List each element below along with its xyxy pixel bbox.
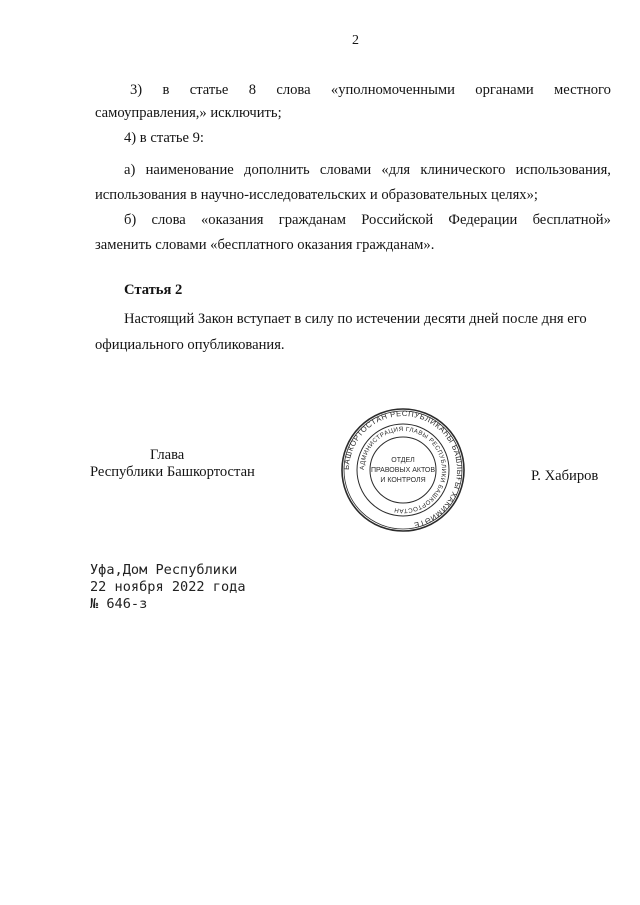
stamp-center-line-1: ОТДЕЛ bbox=[391, 457, 415, 464]
word: словами bbox=[319, 162, 372, 178]
footer-date: 22 ноября 2022 года bbox=[90, 579, 246, 595]
word: использования, bbox=[515, 162, 611, 178]
word: Российской bbox=[361, 212, 434, 228]
official-stamp bbox=[339, 406, 467, 534]
word: дополнить bbox=[244, 162, 310, 178]
item-3-paragraph bbox=[95, 80, 611, 123]
article-2-line-2: официального опубликования. bbox=[95, 337, 285, 353]
article-2-heading: Статья 2 bbox=[124, 282, 183, 298]
word: а) bbox=[124, 162, 136, 178]
item-a-line-1 bbox=[95, 160, 611, 180]
word: местного bbox=[554, 82, 611, 98]
word: б) bbox=[124, 212, 137, 228]
word: 3) bbox=[130, 82, 143, 98]
signature-title-line-1: Глава bbox=[150, 447, 185, 463]
word: «уполномоченными bbox=[330, 82, 455, 98]
item-b-line-2: заменить словами «бесплатного оказания гражданам». bbox=[95, 237, 435, 253]
stamp-center-line-3: И КОНТРОЛЯ bbox=[380, 477, 426, 484]
page-number: 2 bbox=[352, 33, 359, 48]
word: наименование bbox=[145, 162, 234, 178]
item-b-line-1 bbox=[95, 210, 611, 230]
stamp-inner-text: АДМИНИСТРАЦИЯ ГЛАВЫ РЕСПУБЛИКИ БАШКОРТОСТАН bbox=[358, 425, 448, 515]
word: бесплатной» bbox=[532, 212, 611, 228]
word: в bbox=[162, 82, 170, 98]
article-2-line-1: Настоящий Закон вступает в силу по истечении десяти дней после дня его bbox=[124, 311, 587, 327]
word: статье bbox=[189, 82, 229, 98]
item-3-line-1 bbox=[95, 80, 611, 100]
item-3-line-2: самоуправления,» исключить; bbox=[95, 105, 282, 121]
word: Федерации bbox=[448, 212, 518, 228]
word: слова bbox=[276, 82, 311, 98]
word: «для bbox=[381, 162, 411, 178]
item-a-paragraph bbox=[95, 160, 611, 205]
signatory-name: Р. Хабиров bbox=[531, 468, 599, 484]
word: органами bbox=[475, 82, 534, 98]
word: 8 bbox=[248, 82, 257, 98]
stamp-center-line-2: ПРАВОВЫХ АКТОВ bbox=[370, 467, 436, 474]
item-4-line: 4) в статье 9: bbox=[124, 130, 204, 146]
word: клинического bbox=[420, 162, 506, 178]
word: «оказания bbox=[201, 212, 264, 228]
footer-place: Уфа,Дом Республики bbox=[90, 562, 238, 578]
stamp-outer-text: БАШКОРТОСТАН РЕСПУБЛИКАҺЫ БАШЛЫҒЫ ХАКИМИӘТЕ bbox=[341, 408, 465, 530]
signature-title-line-2: Республики Башкортостан bbox=[90, 464, 255, 480]
item-b-paragraph bbox=[95, 210, 611, 255]
footer-law-number: № 646-з bbox=[90, 596, 148, 612]
word: слова bbox=[151, 212, 186, 228]
word: гражданам bbox=[278, 212, 347, 228]
item-a-line-2: использования в научно-исследовательских и образовательных целях»; bbox=[95, 187, 538, 203]
